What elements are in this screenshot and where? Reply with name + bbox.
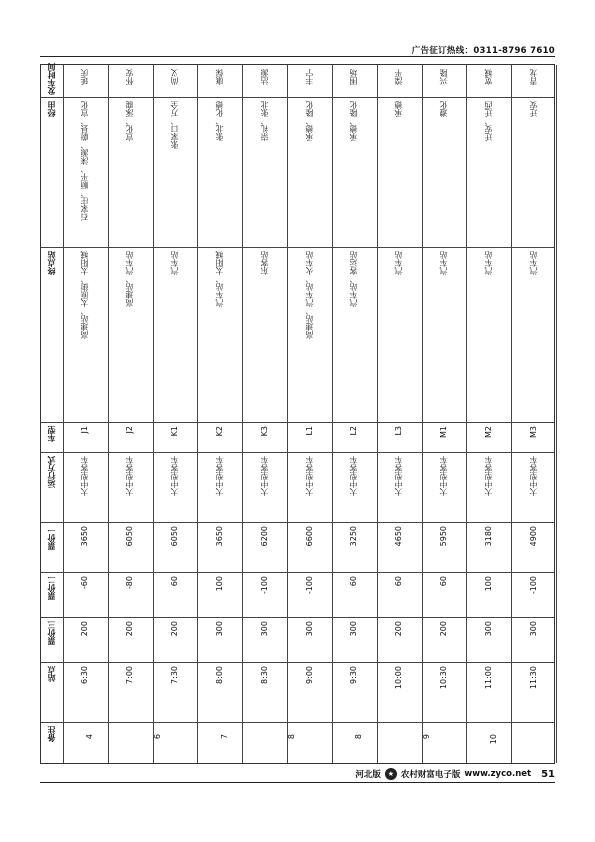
note-cell: 4 — [85, 734, 95, 740]
table-cell-stops: 高速站、太原街、太阳城 — [80, 251, 90, 339]
table-cell-mode: 大中型客车 — [528, 456, 538, 496]
table-cell-p1: 6200 — [259, 526, 269, 547]
table-band-rule — [41, 572, 554, 573]
table-cell-p1: 3250 — [349, 526, 359, 547]
table-cell-time: 8:30 — [259, 666, 269, 684]
footer-edition-prefix: 河北版 — [355, 770, 381, 780]
table-cell-via: 承德 — [394, 101, 404, 117]
column-header: 票价一 — [47, 526, 56, 550]
table-cell-time: 9:30 — [349, 666, 359, 684]
table-cell-model: K2 — [214, 426, 224, 437]
table-cell-stops: 汽车站、客运站 — [349, 251, 359, 307]
table-cell-p2: 60 — [170, 576, 180, 587]
table-cell-time: 8:00 — [214, 666, 224, 684]
table-row-rule — [153, 65, 154, 763]
table-cell-p3: 300 — [528, 621, 538, 637]
table-cell-via: 石家庄、顺平、涞源、蔚县、宣化 — [80, 101, 90, 221]
column-header: 车型 — [47, 426, 56, 442]
table-cell-time: 11:30 — [528, 666, 538, 690]
table-row-rule — [63, 65, 64, 763]
table-cell-dest: 康保 — [214, 69, 224, 85]
footer-edition-suffix: 农村财富电子版 — [400, 770, 461, 780]
table-cell-via: 承德、隆化 — [349, 101, 359, 141]
table-cell-p1: 5950 — [438, 526, 448, 547]
table-band-rule — [41, 97, 554, 98]
table-cell-model: K3 — [259, 426, 269, 437]
table-cell-model: L2 — [349, 426, 359, 436]
table-cell-via: 张北、化德 — [214, 101, 224, 141]
column-header: 发车时间 — [47, 63, 56, 95]
table-cell-p2: 60 — [438, 576, 448, 587]
table-cell-dest: 围场 — [349, 69, 359, 85]
table-cell-stops: 汽车站 — [483, 251, 493, 275]
table-cell-p2: 60 — [394, 576, 404, 587]
table-band-rule — [41, 452, 554, 453]
table-cell-p1: 6050 — [170, 526, 180, 547]
table-cell-p1: 3650 — [80, 526, 90, 547]
table-cell-mode: 大中型客车 — [259, 456, 269, 496]
table-cell-time: 10:00 — [394, 666, 404, 690]
table-band-rule — [41, 522, 554, 523]
table-cell-p3: 200 — [125, 621, 135, 637]
table-row-rule — [242, 65, 243, 763]
table-row-rule — [332, 65, 333, 763]
table-cell-p2: -100 — [259, 576, 269, 595]
edition-badge-icon: ★ — [385, 768, 397, 780]
table-row-rule — [377, 65, 378, 763]
column-header: 票价三 — [47, 621, 56, 645]
table-cell-mode: 大中型客车 — [214, 456, 224, 496]
table-cell-dest: 滦平 — [394, 69, 404, 85]
table-cell-mode: 大中型客车 — [483, 456, 493, 496]
table-cell-model: K1 — [170, 426, 180, 437]
column-header: 运行方式 — [47, 456, 56, 488]
table-row-rule — [108, 65, 109, 763]
table-cell-p3: 300 — [349, 621, 359, 637]
table-cell-via: 承德、隆化 — [304, 101, 314, 141]
note-cell: 8 — [287, 734, 297, 740]
table-cell-via: 迁安 — [528, 101, 538, 117]
table-cell-model: M1 — [438, 426, 448, 438]
table-band-rule — [41, 422, 554, 423]
schedule-table — [40, 64, 555, 764]
table-cell-p3: 300 — [304, 621, 314, 637]
table-cell-p2: 60 — [349, 576, 359, 587]
table-cell-mode: 大中型客车 — [304, 456, 314, 496]
table-cell-p3: 200 — [438, 621, 448, 637]
table-band-rule — [41, 662, 554, 663]
column-header: 票价二 — [47, 576, 56, 600]
table-row-rule — [556, 65, 557, 763]
table-row-rule — [197, 65, 198, 763]
table-cell-p1: 4900 — [528, 526, 538, 547]
table-cell-p2: -60 — [80, 576, 90, 590]
table-cell-p3: 200 — [394, 621, 404, 637]
table-cell-p3: 300 — [483, 621, 493, 637]
table-cell-via: 崇礼、张北 — [259, 101, 269, 141]
note-cell: 10 — [488, 734, 498, 745]
table-band-rule — [41, 617, 554, 618]
table-row-rule — [422, 65, 423, 763]
table-row-rule — [466, 65, 467, 763]
table-cell-model: J2 — [125, 426, 135, 434]
table-band-rule — [41, 247, 554, 248]
table-cell-stops: 汽车站 — [170, 251, 180, 275]
column-header: 备注 — [47, 726, 56, 742]
table-row-rule — [511, 65, 512, 763]
table-row-rule — [287, 65, 288, 763]
table-cell-via: 宣化、涿鹿 — [125, 101, 135, 141]
table-cell-p2: 100 — [483, 576, 493, 592]
table-cell-p2: -100 — [304, 576, 314, 595]
table-cell-stops: 汽车站、太阳城 — [214, 251, 224, 307]
table-cell-mode: 大中型客车 — [349, 456, 359, 496]
table-cell-time: 9:00 — [304, 666, 314, 684]
table-cell-p2: -100 — [528, 576, 538, 595]
table-cell-stops: 汽车站 — [438, 251, 448, 275]
table-cell-model: J1 — [80, 426, 90, 434]
table-cell-via: 迁安、迁西 — [483, 101, 493, 141]
note-cell: 7 — [219, 734, 229, 740]
table-cell-dest: 怀安 — [125, 69, 135, 85]
column-header: 站点 — [47, 666, 56, 682]
table-cell-mode: 大中型客车 — [80, 456, 90, 496]
table-cell-p1: 3650 — [214, 526, 224, 547]
table-cell-dest: 尚义 — [170, 69, 180, 85]
note-cell: 8 — [354, 734, 364, 740]
table-cell-dest: 宽城 — [483, 69, 493, 85]
note-cell: 9 — [421, 734, 431, 740]
table-cell-stops: 汽车站 — [528, 251, 538, 275]
table-cell-p3: 300 — [214, 621, 224, 637]
table-cell-dest: 青龙 — [528, 69, 538, 85]
table-cell-stops: 汽车站 — [394, 251, 404, 275]
table-cell-model: L3 — [394, 426, 404, 436]
table-cell-dest: 丰宁 — [304, 69, 314, 85]
table-cell-stops: 高速站、汽车站、火车站 — [304, 251, 314, 339]
table-cell-p1: 3180 — [483, 526, 493, 547]
footer-rule — [40, 782, 555, 783]
table-cell-stops: 高速站、汽车站 — [125, 251, 135, 307]
table-band-rule — [41, 722, 554, 723]
header-hotline: 广告征订热线：0311-8796 7610 — [411, 46, 555, 56]
footer-site: www.zyco.net — [464, 769, 532, 779]
table-cell-time: 6:30 — [80, 666, 90, 684]
table-cell-mode: 大中型客车 — [438, 456, 448, 496]
table-cell-mode: 大中型客车 — [394, 456, 404, 496]
table-cell-dest: 沽源 — [259, 69, 269, 85]
table-cell-model: M3 — [528, 426, 538, 438]
table-cell-stops: 东客站 — [259, 251, 269, 275]
table-cell-time: 7:30 — [170, 666, 180, 684]
table-cell-p2: 100 — [214, 576, 224, 592]
table-cell-model: L1 — [304, 426, 314, 436]
page-number: 51 — [541, 768, 555, 780]
table-cell-via: 张家口、万全 — [170, 101, 180, 149]
table-cell-mode: 大中型客车 — [125, 456, 135, 496]
table-cell-mode: 大中型客车 — [170, 456, 180, 496]
header-rule — [40, 56, 555, 57]
table-cell-dest: 延庆 — [80, 69, 90, 85]
table-cell-time: 7:00 — [125, 666, 135, 684]
table-cell-p1: 6050 — [125, 526, 135, 547]
column-header: 经由 — [47, 101, 56, 117]
table-cell-time: 10:30 — [438, 666, 448, 690]
note-cell: 6 — [152, 734, 162, 740]
column-header: 终点站 — [47, 251, 56, 275]
table-cell-p3: 200 — [80, 621, 90, 637]
footer — [355, 768, 555, 780]
table-cell-time: 11:00 — [483, 666, 493, 690]
table-cell-p1: 6600 — [304, 526, 314, 547]
table-cell-p2: -80 — [125, 576, 135, 590]
table-cell-dest: 兴隆 — [438, 69, 448, 85]
table-cell-via: 遵化 — [438, 101, 448, 117]
table-cell-p3: 300 — [259, 621, 269, 637]
table-cell-p3: 200 — [170, 621, 180, 637]
table-cell-model: M2 — [483, 426, 493, 438]
table-cell-p1: 4650 — [394, 526, 404, 547]
